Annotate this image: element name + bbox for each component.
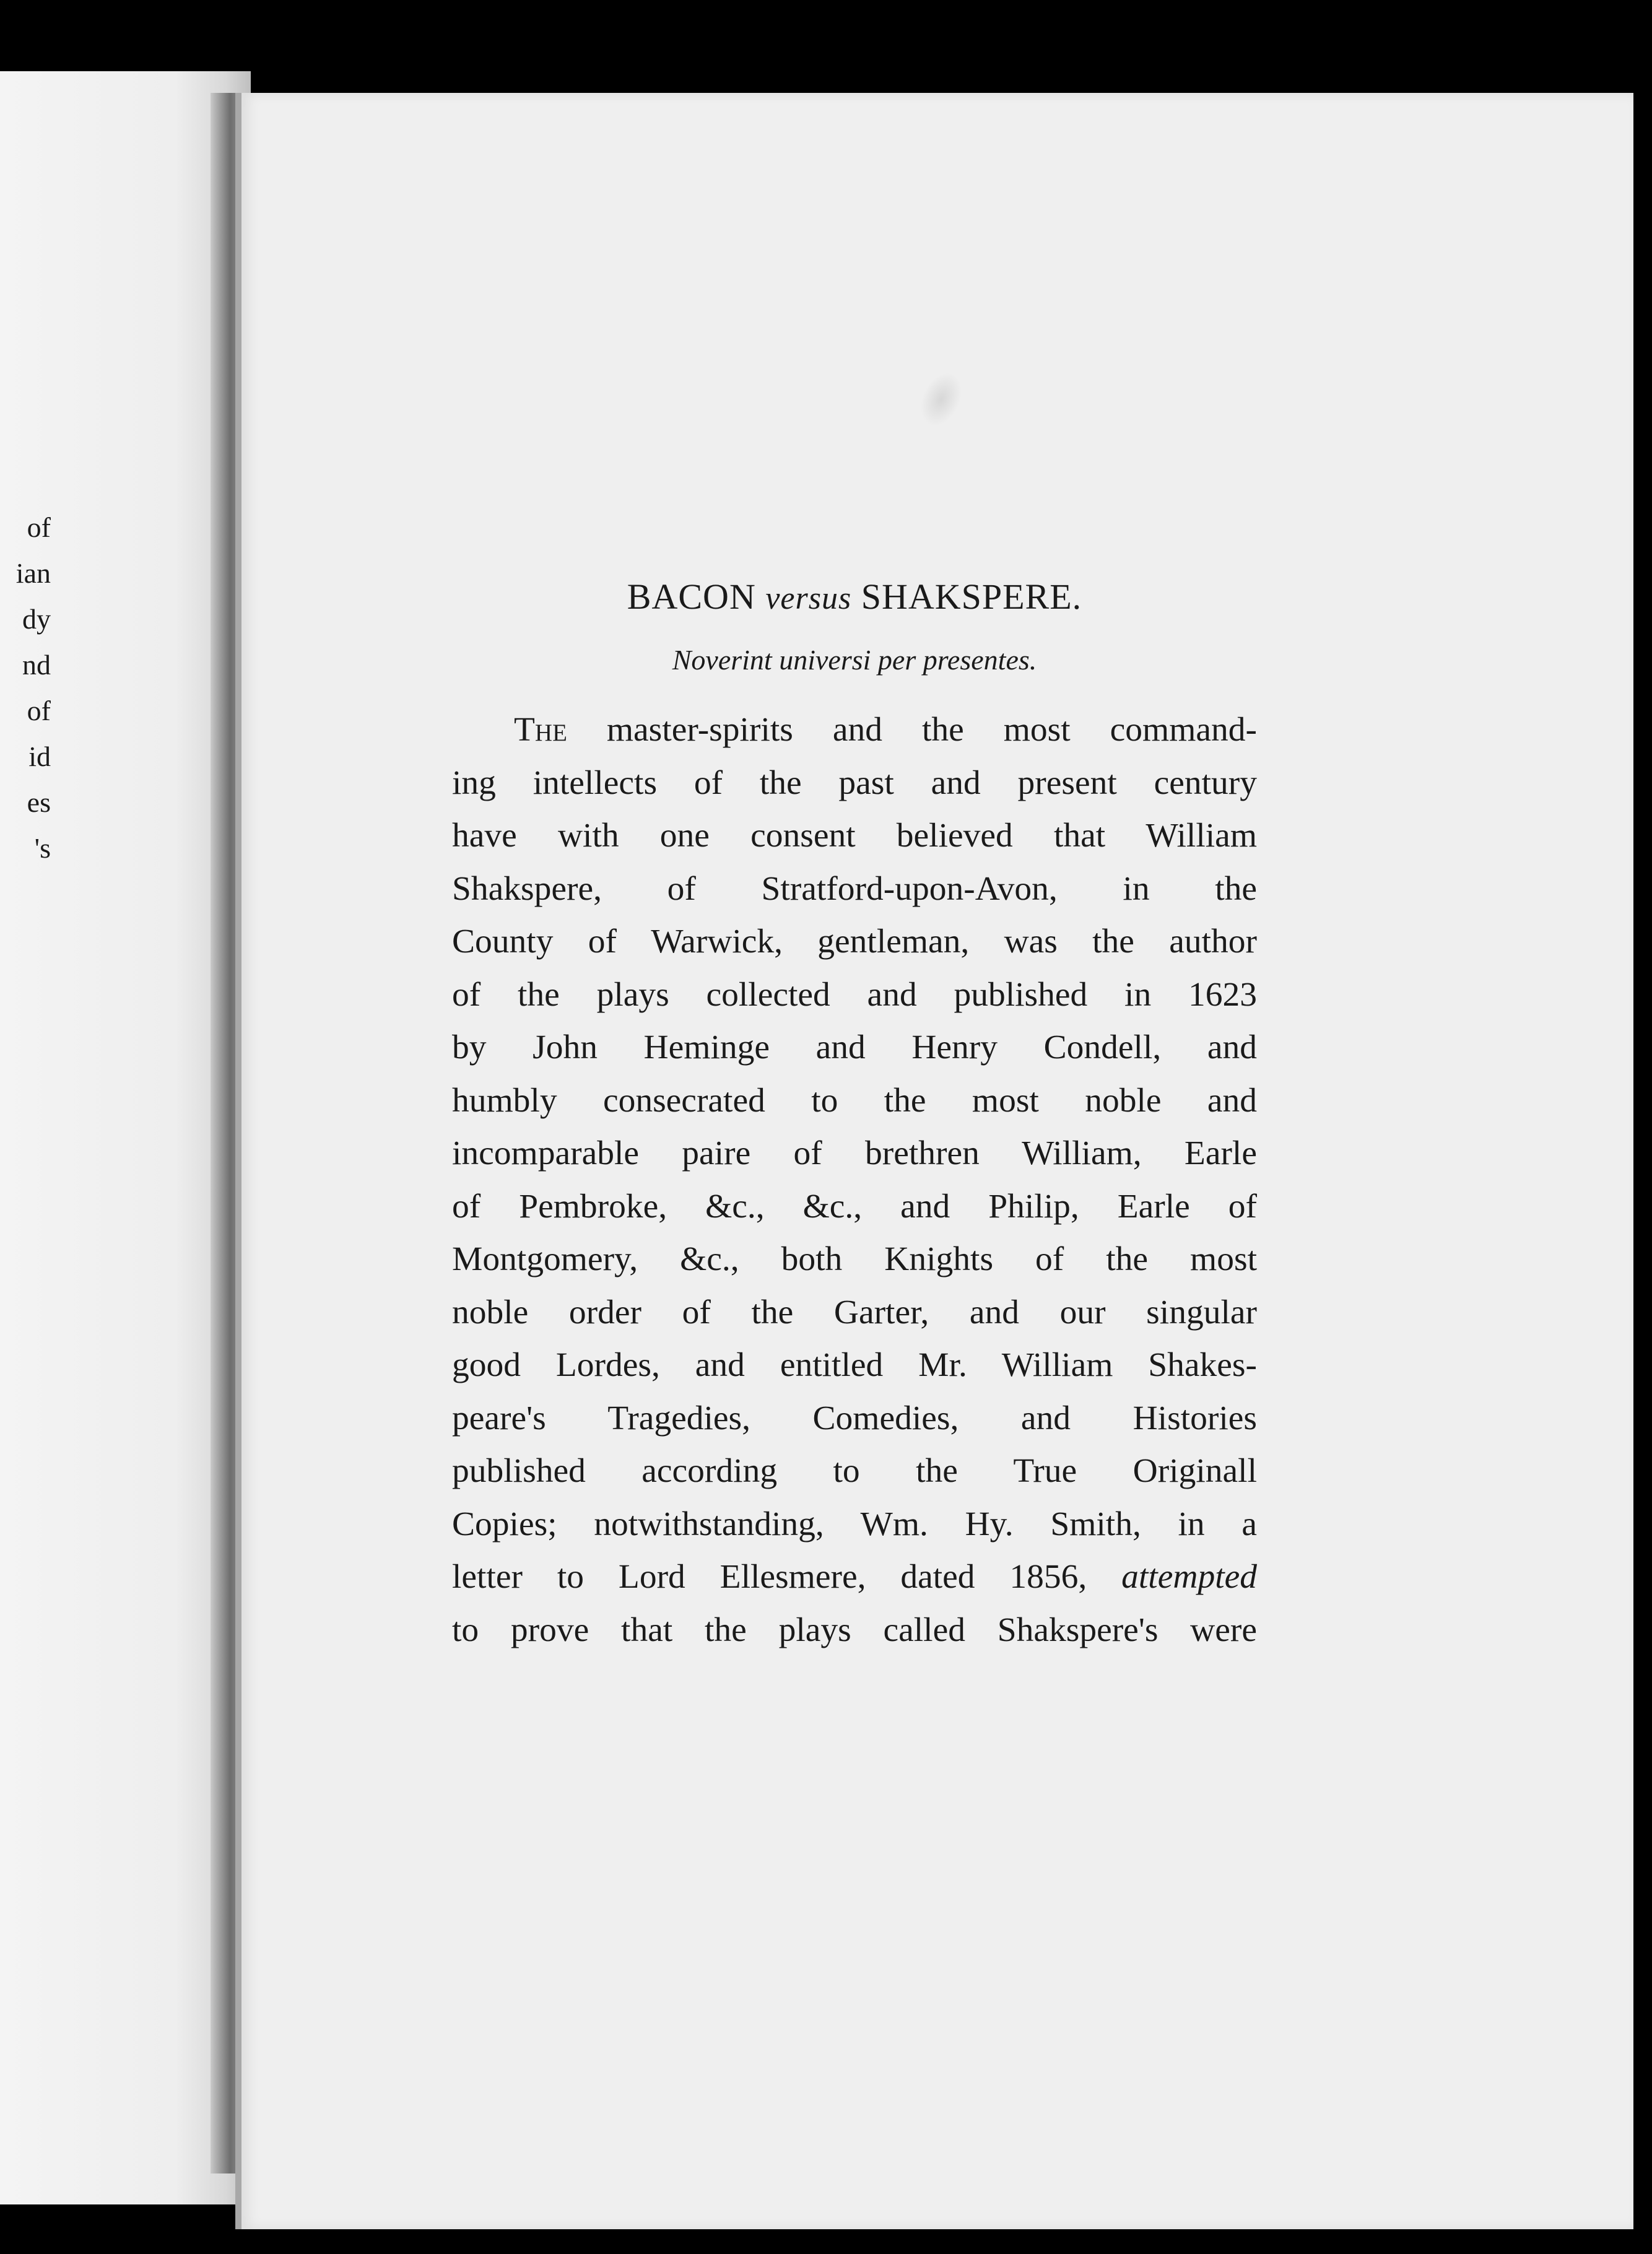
paragraph-line: ing intellects of the past and present century bbox=[452, 764, 1257, 802]
paragraph-line: of Pembroke, &c., &c., and Philip, Earle of bbox=[452, 1187, 1257, 1225]
title-shakspere: SHAKSPERE. bbox=[861, 577, 1082, 617]
paragraph-line: Copies; notwithstanding, Wm. Hy. Smith, in a bbox=[452, 1505, 1257, 1543]
left-fragment: of bbox=[27, 511, 51, 543]
left-fragment: 's bbox=[34, 832, 51, 864]
left-fragment: es bbox=[27, 786, 51, 818]
left-fragment: ian bbox=[15, 557, 51, 589]
paragraph-line: to prove that the plays called Shakspere's were bbox=[452, 1611, 1257, 1649]
body-paragraph bbox=[452, 703, 1257, 1656]
paragraph-line: published according to the True Originall bbox=[452, 1452, 1257, 1490]
paragraph-line-17 bbox=[452, 1551, 1257, 1604]
paragraph-line-1 bbox=[452, 703, 1257, 757]
attempted-italic: attempted bbox=[1121, 1558, 1257, 1596]
latin-motto: Noverint universi per presentes. bbox=[672, 644, 1037, 676]
paper-stain bbox=[913, 367, 970, 433]
paragraph-line: peare's Tragedies, Comedies, and Histories bbox=[452, 1399, 1257, 1437]
left-fragment: nd bbox=[22, 649, 51, 681]
left-fragment: dy bbox=[22, 603, 51, 635]
right-page bbox=[235, 93, 1633, 2229]
paragraph-line: noble order of the Garter, and our singular bbox=[452, 1293, 1257, 1331]
paragraph-line: humbly consecrated to the most noble and bbox=[452, 1081, 1257, 1120]
title-bacon: BACON bbox=[627, 577, 756, 617]
paragraph-line: Montgomery, &c., both Knights of the most bbox=[452, 1240, 1257, 1278]
page-content bbox=[452, 576, 1257, 1656]
paragraph-line: have with one consent believed that William bbox=[452, 817, 1257, 855]
paragraph-line: incomparable paire of brethren William, Earle bbox=[452, 1134, 1257, 1172]
paragraph-line: Shakspere, of Stratford-upon-Avon, in the bbox=[452, 869, 1257, 908]
lead-small-caps: The bbox=[514, 711, 567, 749]
paragraph-line: good Lordes, and entitled Mr. William Shakes- bbox=[452, 1346, 1257, 1384]
paragraph-line: of the plays collected and published in 1623 bbox=[452, 975, 1257, 1014]
paragraph-line: County of Warwick, gentleman, was the author bbox=[452, 923, 1257, 960]
page-title bbox=[452, 576, 1257, 617]
paragraph-line-1-text: master-spirits and the most command- bbox=[567, 711, 1257, 749]
left-fragment: id bbox=[28, 741, 51, 772]
paragraph-line-17-text: letter to Lord Ellesmere, dated 1856, bbox=[452, 1558, 1087, 1596]
left-fragment: of bbox=[27, 695, 51, 726]
paragraph-line: by John Heminge and Henry Condell, and bbox=[452, 1029, 1257, 1066]
title-versus: versus bbox=[765, 581, 852, 616]
left-page-fragments bbox=[0, 505, 68, 871]
